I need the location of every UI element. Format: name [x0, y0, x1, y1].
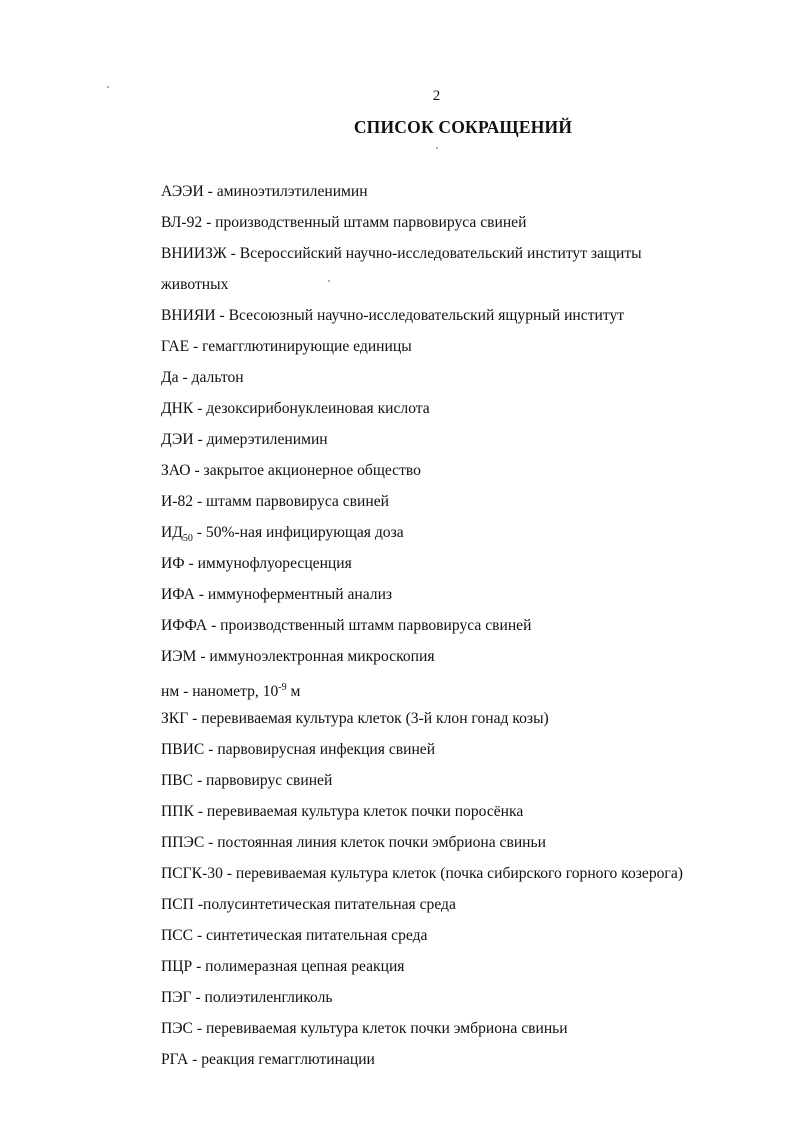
abbreviation-item: ПСГК-30 - перевиваемая культура клеток (почка сибирского горного козерога) — [161, 865, 683, 882]
abbreviation-item: И-82 - штамм парвовируса свиней — [161, 493, 389, 510]
superscript-exponent: -9 — [278, 682, 287, 693]
abbreviation-item: ИФ - иммунофлуоресценция — [161, 555, 352, 572]
abbreviation-item: ППК - перевиваемая культура клеток почки поросёнка — [161, 803, 524, 820]
scan-speck — [328, 280, 330, 282]
abbreviation-item: РГА - реакция гемагглютинации — [161, 1051, 375, 1068]
abbreviation-item: ППЭС - постоянная линия клеток почки эмбриона свиньи — [161, 834, 546, 851]
abbreviation-item: ПЭС - перевиваемая культура клеток почки эмбриона свиньи — [161, 1020, 568, 1037]
abbreviation-item — [161, 517, 761, 548]
abbreviation-item: ДЭИ - димерэтиленимин — [161, 431, 328, 448]
abbreviation-item: ВЛ-92 - производственный штамм парвовируса свиней — [161, 214, 527, 231]
abbreviation-item: ПЭГ - полиэтиленгликоль — [161, 989, 333, 1006]
abbreviation-item: ВНИИЗЖ - Всероссийский научно-исследовательский институт защиты животных — [161, 245, 642, 293]
scan-speck — [107, 86, 109, 88]
abbreviation-item: ПСС - синтетическая питательная среда — [161, 927, 428, 944]
scan-speck — [436, 147, 438, 149]
abbreviation-item: ЗАО - закрытое акционерное общество — [161, 462, 421, 479]
page-title: СПИСОК СОКРАЩЕНИЙ — [353, 117, 573, 137]
abbreviation-term: нм - нанометр, 10 — [161, 683, 279, 701]
abbreviation-item — [161, 672, 761, 703]
abbreviation-item: ЗКГ - перевиваемая культура клеток (3-й клон гонад козы) — [161, 710, 549, 727]
abbreviation-item: ВНИЯИ - Всесоюзный научно-исследовательский ящурный институт — [161, 307, 625, 324]
abbreviation-definition: - 50%-ная инфицирующая доза — [192, 524, 404, 541]
abbreviation-item: ПВС - парвовирус свиней — [161, 772, 333, 789]
abbreviation-item: ПВИС - парвовирусная инфекция свиней — [161, 741, 436, 758]
page-number: 2 — [432, 88, 441, 104]
abbreviation-item: АЭЭИ - аминоэтилэтиленимин — [161, 183, 368, 200]
abbreviation-item: ДНК - дезоксирибонуклеиновая кислота — [161, 400, 430, 417]
abbreviation-definition: м — [286, 683, 301, 701]
abbreviation-item: ИФА - иммуноферментный анализ — [161, 586, 393, 603]
abbreviation-item: ИЭМ - иммуноэлектронная микроскопия — [161, 648, 435, 665]
abbreviation-item: ИФФА - производственный штамм парвовируса свиней — [161, 617, 532, 634]
abbreviation-item: ПЦР - полимеразная цепная реакция — [161, 958, 405, 975]
abbreviation-term: ИД — [161, 524, 183, 541]
subscript-50: 50 — [182, 533, 193, 545]
abbreviation-item: Да - дальтон — [161, 369, 244, 386]
abbreviation-item: ПСП -полусинтетическая питательная среда — [161, 896, 456, 913]
abbreviation-list — [161, 176, 761, 1075]
abbreviation-item: ГАЕ - гемагглютинирующие единицы — [161, 338, 412, 355]
